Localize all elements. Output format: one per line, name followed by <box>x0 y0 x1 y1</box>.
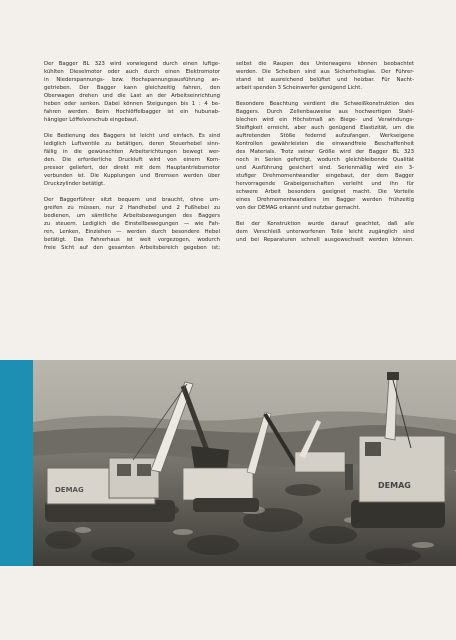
text-line: zu steuern. Lediglich die Einstellbewegungen — wie Fah- <box>44 221 220 228</box>
text-line: bedienen, um sämtliche Arbeitsbewegungen des Baggers <box>44 212 220 219</box>
excavator-photo <box>33 360 456 566</box>
text-line: und bei Reparaturen schnell ausgewechselt werden können. <box>236 237 414 244</box>
text-line: noch in Serien gefertigt, wodurch gleichbleibende Qualität <box>236 157 414 164</box>
text-line: getrieben. Der Bagger kann gleichzeitig fahren, den <box>44 85 220 92</box>
paragraph-operation <box>44 132 220 188</box>
middle-crawler-track <box>193 498 259 512</box>
text-line: verbunden ist. Die Kupplungen und Bremsen werden über <box>44 173 220 180</box>
paragraph-maintenance <box>236 220 414 244</box>
accent-bar <box>0 360 33 566</box>
text-line: pressor geliefert, der direkt mit dem Hauptantriebsmotor <box>44 165 220 172</box>
right-brand-label: DEMAG <box>378 481 411 490</box>
text-line: Baggers. Durch Zellenbauweise aus hochwertigen Stahl- <box>236 108 414 115</box>
text-line: auftretenden Stöße federnd aufzufangen. Werkseigene <box>236 132 414 139</box>
excavator-photo-illustration <box>33 360 456 566</box>
middle-body <box>183 468 253 500</box>
text-line: dem Verschleiß unterworfenen Teile leicht zugänglich sind <box>236 229 414 236</box>
text-line: des Materials. Trotz seiner Größe wird der Bagger BL 323 <box>236 149 414 156</box>
right-text-column <box>236 60 414 252</box>
left-text-column <box>44 60 220 260</box>
text-line: arbeit spenden 3 Scheinwerfer genügend Licht. <box>236 85 363 92</box>
text-line: Bei der Konstruktion wurde darauf geachtet, daß alle <box>236 221 414 228</box>
text-line: von der DEMAG erkannt und nutzbar gemacht. <box>236 205 361 212</box>
text-line: Der Bagger BL 323 wird vorwiegend durch einen luftge- <box>44 61 220 67</box>
right-cab-window <box>365 442 381 456</box>
text-line: fahren werden. Beim Hochlöffelbagger ist ein hubunab- <box>44 109 220 116</box>
text-line: Druckzylinder betätigt. <box>44 181 105 188</box>
paragraph-construction <box>236 100 414 213</box>
text-line: stand ist ausreichend belüftet und heizbar. Für Nacht- <box>236 77 414 84</box>
text-line: betätigt. Das Fahrerhaus ist weit vorgezogen, wodurch <box>44 237 220 244</box>
paragraph-cab <box>236 60 414 92</box>
text-line: in Niederspannungs- bzw. Hochspannungsausführung an- <box>44 77 220 84</box>
text-line: den. Die erforderliche Druckluft wird von einem Kom- <box>44 157 220 164</box>
text-line: lediglich Luftventile zu betätigen, deren Steuerhebel sinn- <box>44 141 220 148</box>
left-brand-label: DEMAG <box>55 486 84 494</box>
text-line: Der Baggerführer sitzt bequem und braucht, ohne um- <box>44 196 220 203</box>
text-line: blechen wird ein Höchstmaß an Biege- und Verwindungs- <box>236 116 414 123</box>
text-line: werden. Die Scheiben sind aus Sicherheitsglas. Der Führer- <box>236 69 414 76</box>
text-line: stufiger Drehmomentwandler eingebaut, der dem Bagger <box>236 173 414 180</box>
text-line: Oberwagen drehen und die Last an der Arbeitseinrichtung <box>44 93 220 100</box>
text-line: heben oder senken. Dabei können Steigungen bis 1 : 4 be- <box>44 101 220 108</box>
paragraph-drive <box>44 60 220 124</box>
text-line: schwere Arbeit besonders geeignet macht. Die Vorteile <box>236 189 414 196</box>
photo-band <box>0 360 456 566</box>
text-line: hervorragende Grabeigenschaften verleiht und ihn für <box>236 181 414 188</box>
left-cab-window <box>137 464 151 476</box>
text-line: ren, Lenken, Einziehen — werden durch besondere Hebel <box>44 229 220 236</box>
left-cab-window <box>117 464 131 476</box>
text-line: fällig in die gewünschten Arbeitsrichtungen bewegt wer- <box>44 149 220 156</box>
text-line: Die Bedienung des Baggers ist leicht und einfach. Es sind <box>44 132 220 139</box>
text-line: greifen zu müssen, nur 2 Handhebel und 2 Fußhebel zu <box>44 204 220 211</box>
text-line: Steifigkeit erreicht, aber auch genügend Elastizität, um die <box>236 124 414 131</box>
text-line: selbst die Raupen des Unterwagens können beobachtet <box>236 61 414 67</box>
text-line: Kontrollen gewährleisten die einwandfreie Beschaffenheit <box>236 141 414 148</box>
worker-figure <box>345 464 353 490</box>
paragraph-operator <box>44 196 220 252</box>
right-boom-head <box>387 372 399 380</box>
left-cab <box>109 458 159 498</box>
text-line: eines Drehmomentwandlers im Bagger werden frühzeitig <box>236 197 414 204</box>
text-line: freie Sicht auf den gesamten Arbeitsbereich gegeben ist; <box>44 245 220 252</box>
text-line: hängiger Löffelvorschub eingebaut. <box>44 117 139 124</box>
text-line: kühlten Dieselmotor oder auch durch einen Elektromotor <box>44 69 220 76</box>
text-line: und Ausführung gesichert sind. Serienmäßig wird ein 3- <box>236 165 414 172</box>
text-line: Besondere Beachtung verdient die Schweißkonstruktion des <box>236 100 414 107</box>
right-crawler-track <box>351 500 445 528</box>
